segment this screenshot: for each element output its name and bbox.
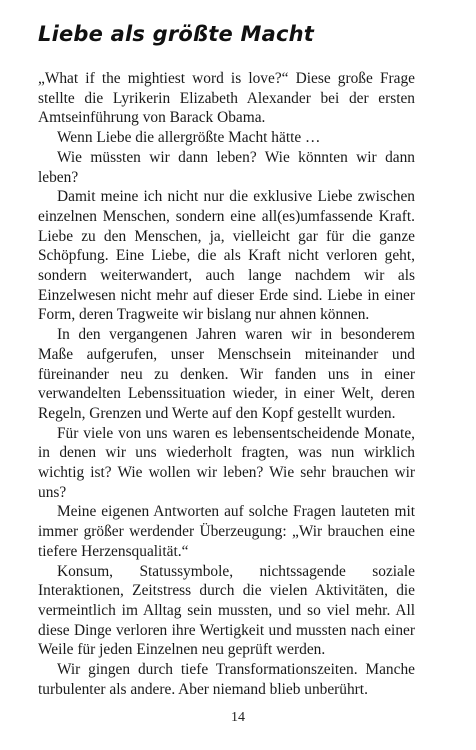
- paragraph: Meine eigenen Antworten auf solche Fragen lauteten mit immer größer werdender Überzeugung: „Wir brauchen eine tiefere Herzensqualität.“: [38, 503, 415, 560]
- paragraph: Wir gingen durch tiefe Transformationszeiten. Manche turbulenter als andere. Aber niemand blieb unberührt.: [38, 661, 415, 698]
- paragraph: Wie müssten wir dann leben? Wie könnten wir dann leben?: [38, 148, 415, 186]
- paragraph: In den vergangenen Jahren waren wir in besonderem Maße aufgerufen, unser Menschsein miteinander und füreinander neu zu denken. Wir fanden uns in einer verwandelten Lebenssituation wieder, in einer Welt, deren Regeln, Grenzen und Werte auf den Kopf gestellt wurden.: [38, 326, 415, 422]
- paragraph: Damit meine ich nicht nur die exklusive Liebe zwischen einzelnen Menschen, sondern eine all(es)umfassende Kraft. Liebe zu den Menschen, ja, vielleicht gar für die ganze Schöpfung. Eine Liebe, die als Kraft nicht verloren geht, sondern weiterwandert, auch lange nachdem wir als Einzelwesen nicht mehr auf dieser Erde sind. Liebe in einer Form, deren Tragweite wir bislang nur ahnen können.: [38, 188, 415, 324]
- paragraph: „What if the mightiest word is love?“ Diese große Frage stellte die Lyrikerin Elizabeth Alexander bei der ersten Amtseinführung von Barack Obama.: [38, 70, 415, 127]
- chapter-body: [38, 69, 415, 700]
- paragraph: Wenn Liebe die allergrößte Macht hätte …: [57, 129, 321, 147]
- page-number: 14: [231, 710, 245, 725]
- chapter-title: Liebe als größte Macht: [38, 22, 315, 46]
- paragraph: Konsum, Statussymbole, nichtssagende soziale Interaktionen, Zeitstress durch die vielen Aktivitäten, die vermeintlich im Alltag sein mussten, und so viel mehr. All diese Dinge verloren ihre Wertigkeit und mussten nach einer Weile für jeden Einzelnen neu geprüft werden.: [38, 562, 415, 659]
- paragraph: Für viele von uns waren es lebensentscheidende Monate, in denen wir uns wiederholt fragten, was nun wirklich wichtig ist? Wie wollen wir leben? Wie sehr brauchen wir uns?: [38, 424, 415, 501]
